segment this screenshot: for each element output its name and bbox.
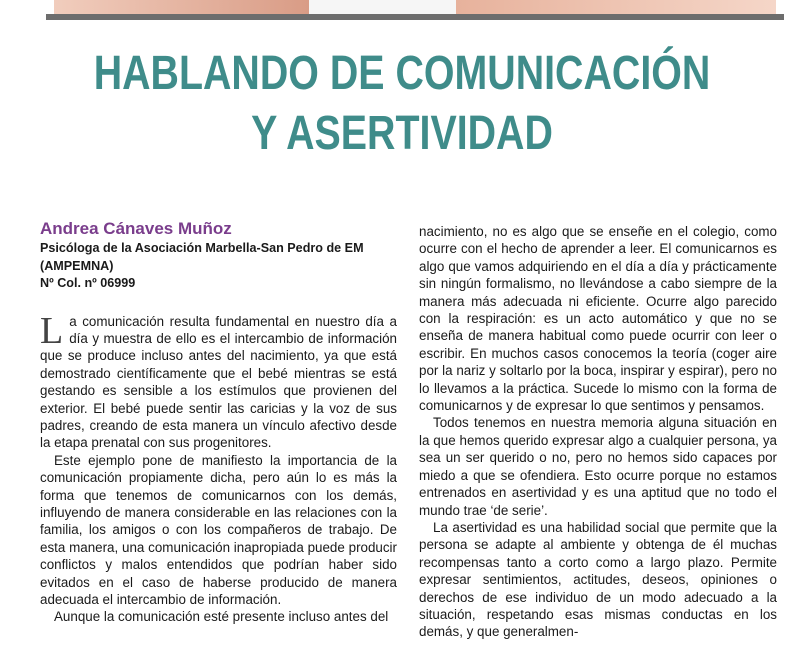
article-title-line2: Y ASERTIVIDAD [251,107,553,160]
article-title-line1: HABLANDO DE COMUNICACIÓN [93,47,711,100]
paragraph [40,309,397,452]
author-name: Andrea Cánaves Muñoz [40,219,232,238]
photo-bottom-border [46,14,784,20]
paragraph: Todos tenemos en nuestra memoria alguna situación en la que hemos querido expresar algo a cualquier persona, ya sea un ser querido o no, pero no hemos sido capaces por miedo a que se ofendiera. Esto ocurre porque no estamos entrenados en asertividad y es una aptitud que no todo el mundo trae ‘de serie’. [419,415,777,518]
header-photo [46,0,784,20]
column-right [419,223,777,641]
affiliation-line: Nº Col. nº 06999 [40,276,136,290]
photo-left-portion [54,0,309,14]
author-affiliation [40,240,397,293]
paragraph: nacimiento, no es algo que se enseñe en el colegio, como ocurre con el hecho de aprender a leer. El comunicarnos es algo que vamos adquiriendo en el día a día y prácticamente sin ningún formalismo, no llevándose a cabo siempre de la manera más adecuada ni eficiente. Ocurre algo parecido con la respiración: es un acto automático y que no se enseña de manera habitual como puede ocurrir con leer o escribir. En muchos casos conocemos la teoría (coger aire por la nariz y soltarlo por la boca, inspirar y espirar), pero no lo llevamos a la práctica. Sucede lo mismo con la forma de comunicarnos y de expresar lo que sentimos y pensamos. [419,224,777,414]
affiliation-line: (AMPEMNA) [40,258,114,273]
paragraph: Este ejemplo pone de manifiesto la importancia de la comunicación propiamente dicha, pero aún lo es más la forma que tenemos de comunicarnos con los demás, influyendo de manera considerable en las relaciones con la familia, los amigos o con los compañeros de trabajo. De esta manera, una comunicación inapropiada puede producir conflictos y malos entendidos que podrían haber sido evitados en el caso de haberse producido de manera adecuada el intercambio de información. [40,452,397,607]
paragraph: Aunque la comunicación esté presente incluso antes del [54,609,389,625]
photo-right-portion [456,0,776,14]
photo-center-portion [309,0,456,14]
paragraph-text: a comunicación resulta fundamental en nuestro día a día y muestra de ello es el intercambio de información que se produce incluso antes del nacimiento, ya que está demostrado científicamente que el bebé mientras se está gestando es sensible a los estímulos que provienen del exterior. El bebé puede sentir las caricias y la voz de sus padres, creando de esta manera un vínculo afectivo desde la etapa prenatal con sus progenitores. [40,313,397,451]
column-left [40,218,397,626]
affiliation-line: Psicóloga de la Asociación Marbella-San Pedro de EM [40,241,364,255]
paragraph: La asertividad es una habilidad social que permite que la persona se adapte al ambiente y obtenga de él muchas recompensas tanto a corto como a largo plazo. Permite expresar sentimientos, actitudes, deseos, opiniones o derechos de ese individuo de un modo adecuado a la situación, respetando esas mismas conductas en los demás, y que generalmen- [419,519,777,640]
dropcap: L [40,309,64,352]
